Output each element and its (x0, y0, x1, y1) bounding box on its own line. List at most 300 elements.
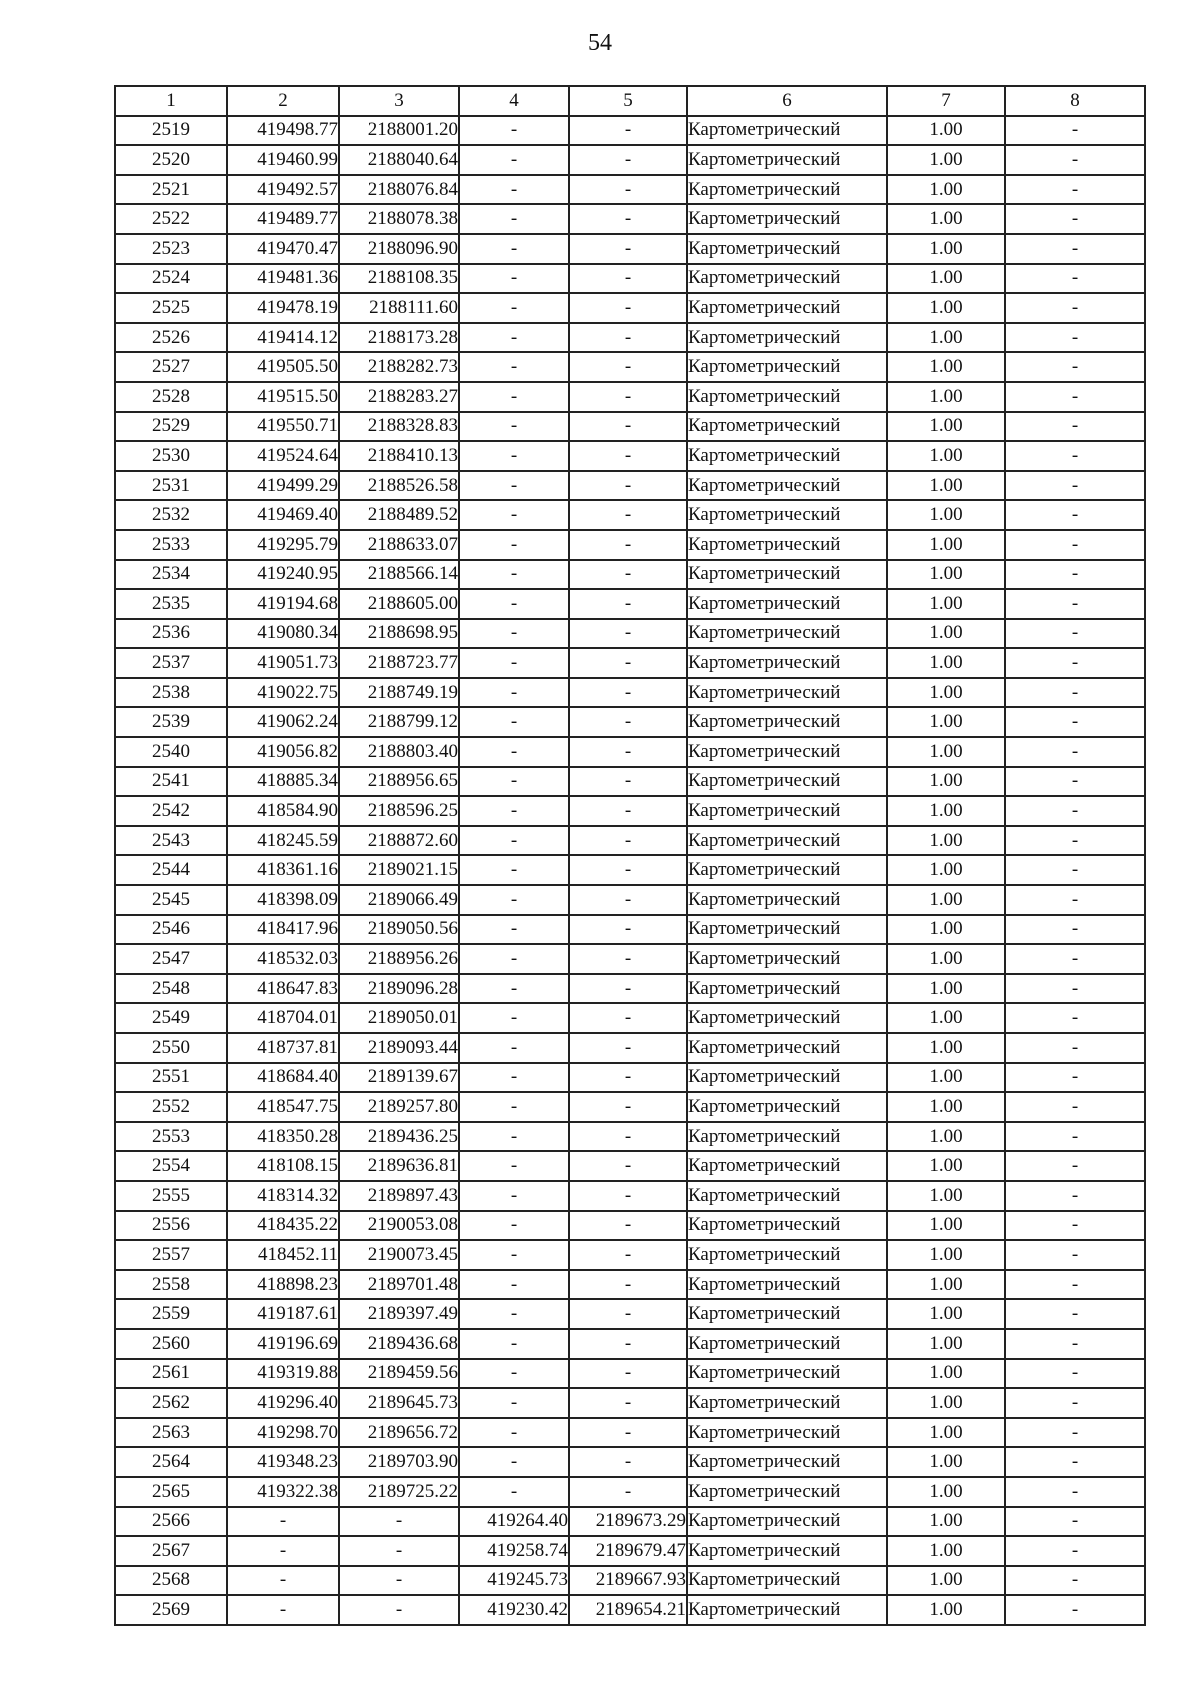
x-coordinate-cell: 419478.19 (227, 293, 339, 323)
y-coordinate-cell: 2189656.72 (339, 1418, 459, 1448)
note-cell: - (1005, 530, 1145, 560)
accuracy-cell: 1.00 (887, 500, 1005, 530)
note-cell: - (1005, 1595, 1145, 1625)
y-coordinate-new-cell: - (569, 530, 687, 560)
method-cell: Картометрический (687, 1418, 887, 1448)
y-coordinate-new-cell: - (569, 826, 687, 856)
table-row (115, 1181, 1145, 1211)
method-cell: Картометрический (687, 737, 887, 767)
table-row (115, 1595, 1145, 1625)
x-coordinate-new-cell: - (459, 885, 569, 915)
note-cell: - (1005, 1418, 1145, 1448)
y-coordinate-new-cell: - (569, 767, 687, 797)
y-coordinate-new-cell: - (569, 204, 687, 234)
point-number-cell: 2562 (115, 1388, 227, 1418)
note-cell: - (1005, 1329, 1145, 1359)
accuracy-cell: 1.00 (887, 1536, 1005, 1566)
y-coordinate-cell: 2188605.00 (339, 589, 459, 619)
method-cell: Картометрический (687, 204, 887, 234)
y-coordinate-cell: 2189021.15 (339, 855, 459, 885)
method-cell: Картометрический (687, 619, 887, 649)
table-row (115, 412, 1145, 442)
x-coordinate-cell: 419460.99 (227, 145, 339, 175)
y-coordinate-cell: 2188956.65 (339, 767, 459, 797)
point-number-cell: 2556 (115, 1211, 227, 1241)
accuracy-cell: 1.00 (887, 234, 1005, 264)
page-number: 54 (588, 30, 612, 56)
column-header: 7 (887, 86, 1005, 116)
x-coordinate-new-cell: - (459, 560, 569, 590)
table-row (115, 264, 1145, 294)
point-number-cell: 2553 (115, 1122, 227, 1152)
point-number-cell: 2536 (115, 619, 227, 649)
x-coordinate-new-cell: - (459, 648, 569, 678)
x-coordinate-new-cell: - (459, 234, 569, 264)
accuracy-cell: 1.00 (887, 1092, 1005, 1122)
x-coordinate-cell: 418547.75 (227, 1092, 339, 1122)
point-number-cell: 2565 (115, 1477, 227, 1507)
accuracy-cell: 1.00 (887, 855, 1005, 885)
x-coordinate-new-cell: - (459, 707, 569, 737)
table-row (115, 175, 1145, 205)
method-cell: Картометрический (687, 1329, 887, 1359)
y-coordinate-new-cell: 2189654.21 (569, 1595, 687, 1625)
method-cell: Картометрический (687, 382, 887, 412)
y-coordinate-cell: 2189636.81 (339, 1151, 459, 1181)
x-coordinate-cell: 419489.77 (227, 204, 339, 234)
point-number-cell: 2530 (115, 441, 227, 471)
method-cell: Картометрический (687, 412, 887, 442)
y-coordinate-new-cell: - (569, 1211, 687, 1241)
method-cell: Картометрический (687, 1359, 887, 1389)
table-row (115, 589, 1145, 619)
x-coordinate-new-cell: - (459, 264, 569, 294)
note-cell: - (1005, 500, 1145, 530)
accuracy-cell: 1.00 (887, 1595, 1005, 1625)
y-coordinate-cell: 2188328.83 (339, 412, 459, 442)
accuracy-cell: 1.00 (887, 707, 1005, 737)
accuracy-cell: 1.00 (887, 1329, 1005, 1359)
method-cell: Картометрический (687, 796, 887, 826)
method-cell: Картометрический (687, 678, 887, 708)
note-cell: - (1005, 116, 1145, 146)
accuracy-cell: 1.00 (887, 1388, 1005, 1418)
y-coordinate-cell: 2188526.58 (339, 471, 459, 501)
table-row (115, 678, 1145, 708)
method-cell: Картометрический (687, 974, 887, 1004)
y-coordinate-cell: 2188001.20 (339, 116, 459, 146)
note-cell: - (1005, 885, 1145, 915)
y-coordinate-cell: 2188111.60 (339, 293, 459, 323)
table-body (115, 116, 1145, 1625)
table-row (115, 1240, 1145, 1270)
y-coordinate-cell: 2188749.19 (339, 678, 459, 708)
x-coordinate-cell: 419194.68 (227, 589, 339, 619)
x-coordinate-cell: 419240.95 (227, 560, 339, 590)
table-row (115, 1447, 1145, 1477)
column-header: 5 (569, 86, 687, 116)
y-coordinate-new-cell: - (569, 145, 687, 175)
table-row (115, 855, 1145, 885)
method-cell: Картометрический (687, 1388, 887, 1418)
method-cell: Картометрический (687, 1122, 887, 1152)
accuracy-cell: 1.00 (887, 1181, 1005, 1211)
table-row (115, 323, 1145, 353)
point-number-cell: 2519 (115, 116, 227, 146)
x-coordinate-new-cell: - (459, 826, 569, 856)
method-cell: Картометрический (687, 826, 887, 856)
accuracy-cell: 1.00 (887, 412, 1005, 442)
column-header: 3 (339, 86, 459, 116)
y-coordinate-cell: 2189050.01 (339, 1003, 459, 1033)
point-number-cell: 2554 (115, 1151, 227, 1181)
method-cell: Картометрический (687, 1507, 887, 1537)
table-row (115, 1211, 1145, 1241)
method-cell: Картометрический (687, 1477, 887, 1507)
accuracy-cell: 1.00 (887, 737, 1005, 767)
method-cell: Картометрический (687, 500, 887, 530)
note-cell: - (1005, 1566, 1145, 1596)
x-coordinate-new-cell: - (459, 293, 569, 323)
table-row (115, 1033, 1145, 1063)
note-cell: - (1005, 412, 1145, 442)
point-number-cell: 2535 (115, 589, 227, 619)
point-number-cell: 2569 (115, 1595, 227, 1625)
method-cell: Картометрический (687, 323, 887, 353)
x-coordinate-new-cell: - (459, 175, 569, 205)
note-cell: - (1005, 1536, 1145, 1566)
accuracy-cell: 1.00 (887, 826, 1005, 856)
y-coordinate-cell: 2188489.52 (339, 500, 459, 530)
y-coordinate-new-cell: - (569, 1003, 687, 1033)
point-number-cell: 2546 (115, 915, 227, 945)
method-cell: Картометрический (687, 1299, 887, 1329)
coordinates-table (114, 85, 1146, 1626)
x-coordinate-new-cell: - (459, 589, 569, 619)
x-coordinate-cell: 419319.88 (227, 1359, 339, 1389)
x-coordinate-cell: 419056.82 (227, 737, 339, 767)
x-coordinate-new-cell: - (459, 1092, 569, 1122)
point-number-cell: 2568 (115, 1566, 227, 1596)
accuracy-cell: 1.00 (887, 619, 1005, 649)
y-coordinate-new-cell: - (569, 441, 687, 471)
x-coordinate-new-cell: - (459, 530, 569, 560)
accuracy-cell: 1.00 (887, 796, 1005, 826)
point-number-cell: 2567 (115, 1536, 227, 1566)
x-coordinate-new-cell: - (459, 412, 569, 442)
note-cell: - (1005, 589, 1145, 619)
x-coordinate-new-cell: - (459, 204, 569, 234)
y-coordinate-new-cell: - (569, 589, 687, 619)
y-coordinate-new-cell: - (569, 1299, 687, 1329)
point-number-cell: 2529 (115, 412, 227, 442)
method-cell: Картометрический (687, 855, 887, 885)
accuracy-cell: 1.00 (887, 915, 1005, 945)
table-row (115, 1003, 1145, 1033)
y-coordinate-cell: 2189436.25 (339, 1122, 459, 1152)
y-coordinate-cell: 2189139.67 (339, 1063, 459, 1093)
y-coordinate-cell: 2190053.08 (339, 1211, 459, 1241)
point-number-cell: 2522 (115, 204, 227, 234)
note-cell: - (1005, 323, 1145, 353)
point-number-cell: 2540 (115, 737, 227, 767)
accuracy-cell: 1.00 (887, 1477, 1005, 1507)
accuracy-cell: 1.00 (887, 974, 1005, 1004)
accuracy-cell: 1.00 (887, 1566, 1005, 1596)
note-cell: - (1005, 441, 1145, 471)
y-coordinate-new-cell: - (569, 796, 687, 826)
point-number-cell: 2558 (115, 1270, 227, 1300)
note-cell: - (1005, 204, 1145, 234)
x-coordinate-cell: 418737.81 (227, 1033, 339, 1063)
point-number-cell: 2543 (115, 826, 227, 856)
method-cell: Картометрический (687, 1033, 887, 1063)
table-row (115, 1566, 1145, 1596)
method-cell: Картометрический (687, 264, 887, 294)
x-coordinate-cell: 418245.59 (227, 826, 339, 856)
note-cell: - (1005, 1063, 1145, 1093)
x-coordinate-cell: 418704.01 (227, 1003, 339, 1033)
note-cell: - (1005, 1388, 1145, 1418)
method-cell: Картометрический (687, 915, 887, 945)
y-coordinate-cell: 2188096.90 (339, 234, 459, 264)
point-number-cell: 2521 (115, 175, 227, 205)
method-cell: Картометрический (687, 944, 887, 974)
accuracy-cell: 1.00 (887, 885, 1005, 915)
x-coordinate-new-cell: - (459, 1033, 569, 1063)
x-coordinate-cell: 418417.96 (227, 915, 339, 945)
note-cell: - (1005, 1122, 1145, 1152)
table-row (115, 737, 1145, 767)
x-coordinate-new-cell: - (459, 323, 569, 353)
y-coordinate-cell: 2188872.60 (339, 826, 459, 856)
note-cell: - (1005, 678, 1145, 708)
accuracy-cell: 1.00 (887, 530, 1005, 560)
note-cell: - (1005, 145, 1145, 175)
point-number-cell: 2560 (115, 1329, 227, 1359)
accuracy-cell: 1.00 (887, 589, 1005, 619)
table-row (115, 116, 1145, 146)
point-number-cell: 2537 (115, 648, 227, 678)
accuracy-cell: 1.00 (887, 264, 1005, 294)
y-coordinate-new-cell: - (569, 678, 687, 708)
method-cell: Картометрический (687, 352, 887, 382)
note-cell: - (1005, 175, 1145, 205)
y-coordinate-cell: 2190073.45 (339, 1240, 459, 1270)
method-cell: Картометрический (687, 145, 887, 175)
x-coordinate-cell: 418108.15 (227, 1151, 339, 1181)
accuracy-cell: 1.00 (887, 1003, 1005, 1033)
method-cell: Картометрический (687, 116, 887, 146)
note-cell: - (1005, 1359, 1145, 1389)
table-row (115, 352, 1145, 382)
note-cell: - (1005, 915, 1145, 945)
table-row (115, 944, 1145, 974)
x-coordinate-new-cell: - (459, 1240, 569, 1270)
method-cell: Картометрический (687, 767, 887, 797)
x-coordinate-new-cell: - (459, 352, 569, 382)
point-number-cell: 2564 (115, 1447, 227, 1477)
y-coordinate-cell: 2188282.73 (339, 352, 459, 382)
accuracy-cell: 1.00 (887, 1151, 1005, 1181)
y-coordinate-new-cell: - (569, 1181, 687, 1211)
accuracy-cell: 1.00 (887, 1063, 1005, 1093)
y-coordinate-cell: - (339, 1507, 459, 1537)
y-coordinate-cell: 2189701.48 (339, 1270, 459, 1300)
point-number-cell: 2525 (115, 293, 227, 323)
table-row (115, 915, 1145, 945)
y-coordinate-cell: 2189436.68 (339, 1329, 459, 1359)
method-cell: Картометрический (687, 1092, 887, 1122)
y-coordinate-cell: - (339, 1566, 459, 1596)
method-cell: Картометрический (687, 1240, 887, 1270)
y-coordinate-new-cell: - (569, 619, 687, 649)
x-coordinate-new-cell: - (459, 737, 569, 767)
accuracy-cell: 1.00 (887, 1033, 1005, 1063)
y-coordinate-cell: 2188799.12 (339, 707, 459, 737)
note-cell: - (1005, 1240, 1145, 1270)
x-coordinate-new-cell: - (459, 678, 569, 708)
point-number-cell: 2524 (115, 264, 227, 294)
x-coordinate-cell: 418350.28 (227, 1122, 339, 1152)
point-number-cell: 2539 (115, 707, 227, 737)
method-cell: Картометрический (687, 648, 887, 678)
table-row (115, 826, 1145, 856)
y-coordinate-new-cell: - (569, 1447, 687, 1477)
y-coordinate-new-cell: - (569, 323, 687, 353)
note-cell: - (1005, 264, 1145, 294)
x-coordinate-cell: 418398.09 (227, 885, 339, 915)
accuracy-cell: 1.00 (887, 471, 1005, 501)
y-coordinate-new-cell: - (569, 471, 687, 501)
method-cell: Картометрический (687, 589, 887, 619)
accuracy-cell: 1.00 (887, 678, 1005, 708)
x-coordinate-new-cell: - (459, 915, 569, 945)
y-coordinate-cell: 2188596.25 (339, 796, 459, 826)
x-coordinate-new-cell: - (459, 1270, 569, 1300)
table-header-row (115, 86, 1145, 116)
y-coordinate-new-cell: 2189673.29 (569, 1507, 687, 1537)
y-coordinate-new-cell: - (569, 1240, 687, 1270)
column-header: 6 (687, 86, 887, 116)
point-number-cell: 2533 (115, 530, 227, 560)
x-coordinate-cell: 419051.73 (227, 648, 339, 678)
y-coordinate-cell: 2188633.07 (339, 530, 459, 560)
note-cell: - (1005, 974, 1145, 1004)
accuracy-cell: 1.00 (887, 1270, 1005, 1300)
method-cell: Картометрический (687, 1151, 887, 1181)
y-coordinate-cell: - (339, 1595, 459, 1625)
x-coordinate-new-cell: 419264.40 (459, 1507, 569, 1537)
accuracy-cell: 1.00 (887, 1447, 1005, 1477)
x-coordinate-new-cell: - (459, 1122, 569, 1152)
method-cell: Картометрический (687, 1063, 887, 1093)
method-cell: Картометрический (687, 1003, 887, 1033)
note-cell: - (1005, 1270, 1145, 1300)
method-cell: Картометрический (687, 1270, 887, 1300)
accuracy-cell: 1.00 (887, 145, 1005, 175)
x-coordinate-cell: 419187.61 (227, 1299, 339, 1329)
note-cell: - (1005, 293, 1145, 323)
note-cell: - (1005, 471, 1145, 501)
note-cell: - (1005, 1447, 1145, 1477)
method-cell: Картометрический (687, 530, 887, 560)
note-cell: - (1005, 1477, 1145, 1507)
x-coordinate-new-cell: - (459, 116, 569, 146)
y-coordinate-new-cell: - (569, 737, 687, 767)
method-cell: Картометрический (687, 560, 887, 590)
x-coordinate-cell: 418435.22 (227, 1211, 339, 1241)
y-coordinate-new-cell: - (569, 175, 687, 205)
x-coordinate-cell: 419469.40 (227, 500, 339, 530)
x-coordinate-cell: 418898.23 (227, 1270, 339, 1300)
table-row (115, 293, 1145, 323)
table-row (115, 1418, 1145, 1448)
y-coordinate-new-cell: - (569, 1063, 687, 1093)
y-coordinate-cell: 2188076.84 (339, 175, 459, 205)
x-coordinate-new-cell: - (459, 1477, 569, 1507)
note-cell: - (1005, 1299, 1145, 1329)
accuracy-cell: 1.00 (887, 116, 1005, 146)
table-row (115, 1359, 1145, 1389)
note-cell: - (1005, 944, 1145, 974)
y-coordinate-new-cell: - (569, 1092, 687, 1122)
y-coordinate-cell: 2188078.38 (339, 204, 459, 234)
y-coordinate-cell: 2188410.13 (339, 441, 459, 471)
note-cell: - (1005, 1033, 1145, 1063)
accuracy-cell: 1.00 (887, 293, 1005, 323)
table-row (115, 500, 1145, 530)
table-row (115, 204, 1145, 234)
point-number-cell: 2563 (115, 1418, 227, 1448)
y-coordinate-new-cell: - (569, 885, 687, 915)
x-coordinate-cell: - (227, 1595, 339, 1625)
table-row (115, 974, 1145, 1004)
x-coordinate-cell: 419481.36 (227, 264, 339, 294)
accuracy-cell: 1.00 (887, 323, 1005, 353)
note-cell: - (1005, 1003, 1145, 1033)
x-coordinate-new-cell: - (459, 1388, 569, 1418)
accuracy-cell: 1.00 (887, 352, 1005, 382)
x-coordinate-new-cell: - (459, 1299, 569, 1329)
x-coordinate-cell: 418647.83 (227, 974, 339, 1004)
table-row (115, 1536, 1145, 1566)
x-coordinate-cell: 419196.69 (227, 1329, 339, 1359)
point-number-cell: 2538 (115, 678, 227, 708)
x-coordinate-new-cell: - (459, 767, 569, 797)
x-coordinate-new-cell: 419230.42 (459, 1595, 569, 1625)
table-row (115, 885, 1145, 915)
accuracy-cell: 1.00 (887, 382, 1005, 412)
point-number-cell: 2528 (115, 382, 227, 412)
table-row (115, 382, 1145, 412)
column-header: 2 (227, 86, 339, 116)
point-number-cell: 2526 (115, 323, 227, 353)
method-cell: Картометрический (687, 885, 887, 915)
x-coordinate-new-cell: - (459, 1329, 569, 1359)
accuracy-cell: 1.00 (887, 1299, 1005, 1329)
y-coordinate-cell: 2188173.28 (339, 323, 459, 353)
y-coordinate-cell: 2188283.27 (339, 382, 459, 412)
note-cell: - (1005, 855, 1145, 885)
x-coordinate-new-cell: - (459, 1003, 569, 1033)
table-row (115, 234, 1145, 264)
y-coordinate-new-cell: - (569, 648, 687, 678)
table-row (115, 1122, 1145, 1152)
x-coordinate-new-cell: - (459, 441, 569, 471)
y-coordinate-cell: 2188108.35 (339, 264, 459, 294)
y-coordinate-cell: 2189096.28 (339, 974, 459, 1004)
